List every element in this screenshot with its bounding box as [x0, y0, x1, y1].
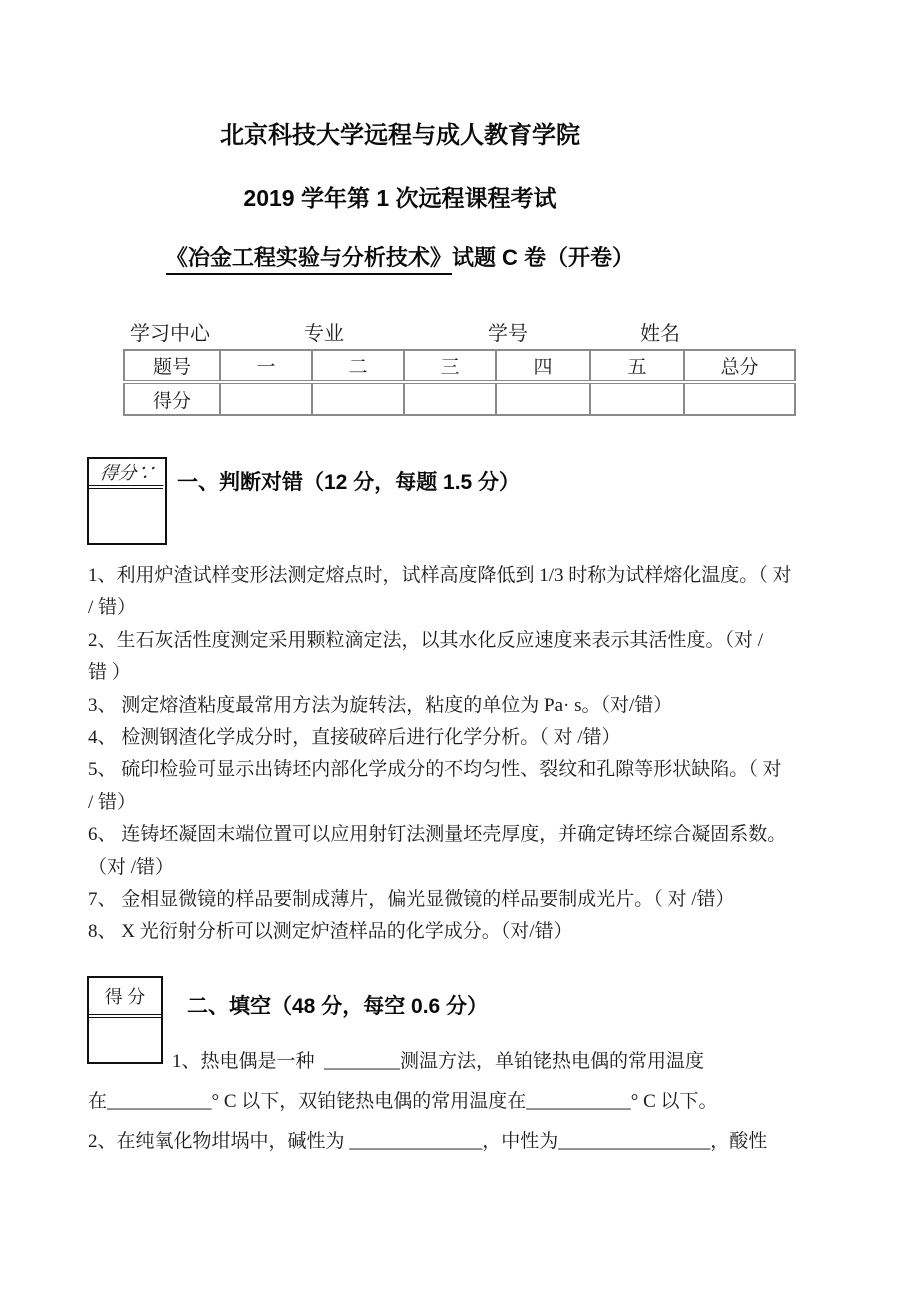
fill-blank-line: 2、在纯氧化物坩埚中，碱性为 ______________，中性为________________，酸性 [88, 1131, 768, 1152]
section2-score-box [87, 976, 163, 1064]
info-label-major: 专业 [304, 323, 344, 345]
question-line: 8、 X 光衍射分析可以测定炉渣样品的化学成分。（对/错） [88, 921, 573, 943]
table-header-part-5: 五 [590, 350, 684, 382]
score-cell-empty [590, 382, 684, 415]
score-cell-empty [684, 382, 795, 415]
question-line: 7、 金相显微镜的样品要制成薄片，偏光显微镜的样品要制成光片。（ 对 /错） [88, 888, 735, 910]
exam-session-title: 2019 学年第 1 次远程课程考试 [243, 185, 557, 211]
table-header-part-4: 四 [496, 350, 590, 382]
fill-blank-line: 1、热电偶是一种 ________测温方法，单铂铑热电偶的常用温度 [172, 1051, 705, 1072]
score-summary-table [123, 349, 796, 416]
info-label-study-center: 学习中心 [130, 323, 210, 345]
table-score-row [124, 382, 795, 415]
course-name-underlined: 《冶金工程实验与分析技术》 [166, 245, 452, 275]
score-cell-empty [496, 382, 590, 415]
section1-score-box [87, 457, 167, 545]
question-line: （对 /错） [88, 856, 175, 878]
question-line: 5、 硫印检验可显示出铸坯内部化学成分的不均匀性、裂纹和孔隙等形状缺陷。（ 对 [88, 759, 782, 781]
score-cell-empty [404, 382, 496, 415]
fill-blank-line: 在___________° C 以下，双铂铑热电偶的常用温度在___________° C 以下。 [88, 1091, 718, 1112]
question-line: / 错） [88, 597, 137, 619]
exam-paper-label: 试题 C 卷（开卷） [451, 245, 635, 270]
table-header-question-no: 题号 [124, 350, 220, 382]
course-exam-title [0, 241, 800, 272]
info-label-student-id: 学号 [488, 323, 528, 345]
section1-questions [88, 560, 868, 949]
section2-heading: 二、填空（48 分，每空 0.6 分） [187, 995, 489, 1018]
score-cell-empty [220, 382, 312, 415]
question-line: 错 ） [88, 662, 131, 684]
question-line: 3、 测定熔渣粘度最常用方法为旋转法，粘度的单位为 Pa· s。（对/错） [88, 694, 673, 716]
table-header-part-3: 三 [404, 350, 496, 382]
table-header-part-2: 二 [312, 350, 404, 382]
question-line: 2、生石灰活性度测定采用颗粒滴定法，以其水化反应速度来表示其活性度。（对 / [88, 629, 764, 651]
question-line: 6、 连铸坯凝固末端位置可以应用射钉法测量坯壳厚度，并确定铸坯综合凝固系数。 [88, 824, 787, 846]
school-title: 北京科技大学远程与成人教育学院 [220, 122, 580, 149]
section2-score-box-label: 得 分 [89, 978, 161, 1018]
info-label-name: 姓名 [640, 323, 680, 345]
question-line: 1、利用炉渣试样变形法测定熔点时，试样高度降低到 1/3 时称为试样熔化温度。（ 对 [88, 565, 792, 586]
score-cell-empty [312, 382, 404, 415]
section1-score-box-label: 得分∵ [87, 459, 167, 489]
table-header-row [124, 350, 795, 382]
question-line: 4、 检测钢渣化学成分时，直接破碎后进行化学分析。（ 对 /错） [88, 726, 621, 748]
section1-heading: 一、判断对错（12 分，每题 1.5 分） [177, 471, 521, 494]
question-line: / 错） [88, 791, 137, 813]
table-score-row-label: 得分 [124, 382, 220, 415]
table-header-part-1: 一 [220, 350, 312, 382]
table-header-total: 总分 [684, 350, 795, 382]
